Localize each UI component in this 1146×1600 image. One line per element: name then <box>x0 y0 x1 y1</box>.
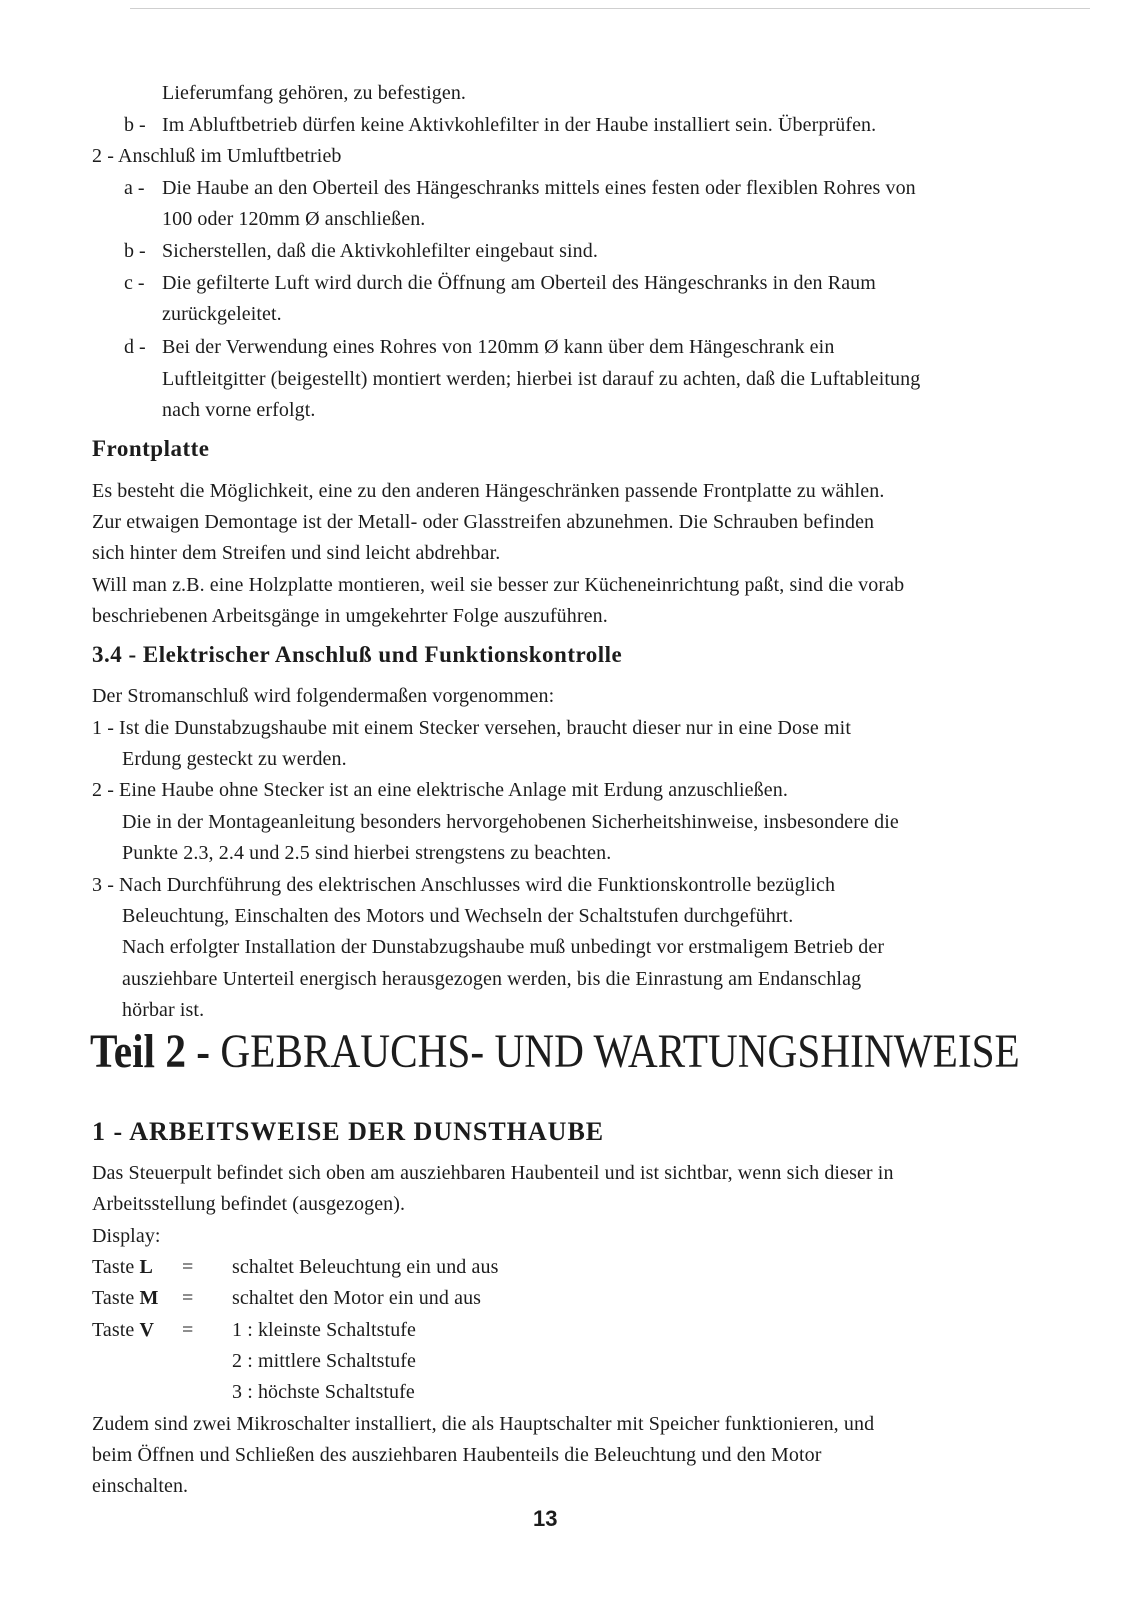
text-line: ausziehbare Unterteil energisch herausgezogen werden, bis die Einrastung am Endanschlag <box>122 968 862 990</box>
key-row <box>92 1285 159 1311</box>
list-item-heading: 2 - Anschluß im Umluftbetrieb <box>92 145 342 167</box>
text-line: Sicherstellen, daß die Aktivkohlefilter eingebaut sind. <box>162 240 598 262</box>
text-line: Bei der Verwendung eines Rohres von 120mm Ø kann über dem Hängeschrank ein <box>162 336 835 358</box>
level-line: 3 : höchste Schaltstufe <box>232 1381 415 1403</box>
text-line: Zur etwaigen Demontage ist der Metall- oder Glasstreifen abzunehmen. Die Schrauben befinden <box>92 511 875 533</box>
key-letter: M <box>139 1287 159 1309</box>
key-prefix: Taste <box>92 1319 135 1341</box>
key-letter: L <box>139 1256 153 1278</box>
text-line: Die in der Montageanleitung besonders hervorgehobenen Sicherheitshinweise, insbesondere die <box>122 811 899 833</box>
part-title <box>90 1024 1020 1080</box>
key-row <box>92 1254 153 1280</box>
text-line: Beleuchtung, Einschalten des Motors und Wechseln der Schaltstufen durchgeführt. <box>122 905 794 927</box>
text-line: Erdung gesteckt zu werden. <box>122 748 347 770</box>
section-heading-3-4: 3.4 - Elektrischer Anschluß und Funktionskontrolle <box>92 642 623 667</box>
text-line: Lieferumfang gehören, zu befestigen. <box>162 82 467 104</box>
text-line: hörbar ist. <box>122 999 205 1021</box>
list-marker: a - <box>124 177 145 199</box>
key-row <box>92 1317 154 1343</box>
text-line: Das Steuerpult befindet sich oben am ausziehbaren Haubenteil und ist sichtbar, wenn sich dieser in <box>92 1162 894 1184</box>
equals-sign: = <box>182 1287 194 1309</box>
text-line: Die Haube an den Oberteil des Hängeschranks mittels eines festen oder flexiblen Rohres von <box>162 177 916 199</box>
text-line: 1 - Ist die Dunstabzugshaube mit einem Stecker versehen, braucht dieser nur in eine Dose mit <box>92 717 851 739</box>
text-line: sich hinter dem Streifen und sind leicht abdrehbar. <box>92 542 501 564</box>
text-line: Luftleitgitter (beigestellt) montiert werden; hierbei ist darauf zu achten, daß die Luftableitung <box>162 368 921 390</box>
text-line: 100 oder 120mm Ø anschließen. <box>162 208 426 230</box>
text-line: zurückgeleitet. <box>162 303 282 325</box>
part-title-text: GEBRAUCHS- UND WARTUNGSHINWEISE <box>210 1025 1020 1078</box>
equals-sign: = <box>182 1319 194 1341</box>
equals-sign: = <box>182 1256 194 1278</box>
scan-edge-line <box>130 8 1090 9</box>
text-line: Der Stromanschluß wird folgendermaßen vorgenommen: <box>92 685 555 707</box>
part-title-number: Teil 2 - <box>90 1025 211 1078</box>
page-number: 13 <box>533 1506 558 1531</box>
list-marker: b - <box>124 240 146 262</box>
text-line: 2 - Eine Haube ohne Stecker ist an eine elektrische Anlage mit Erdung anzuschließen. <box>92 779 788 801</box>
text-line: Will man z.B. eine Holzplatte montieren, weil sie besser zur Kücheneinrichtung paßt, sind die vorab <box>92 574 905 596</box>
key-prefix: Taste <box>92 1256 135 1278</box>
list-marker: d - <box>124 336 146 358</box>
text-line: Die gefilterte Luft wird durch die Öffnung am Oberteil des Hängeschranks in den Raum <box>162 272 876 294</box>
text-line: Arbeitsstellung befindet (ausgezogen). <box>92 1193 406 1215</box>
text-line: beim Öffnen und Schließen des ausziehbaren Haubenteils die Beleuchtung und den Motor <box>92 1444 822 1466</box>
text-line: Display: <box>92 1225 161 1247</box>
level-line: 2 : mittlere Schaltstufe <box>232 1350 417 1372</box>
text-line: nach vorne erfolgt. <box>162 399 316 421</box>
key-description: 1 : kleinste Schaltstufe <box>232 1319 417 1341</box>
section-heading-frontplatte: Frontplatte <box>92 436 210 461</box>
list-marker: b - <box>124 114 146 136</box>
text-line: beschriebenen Arbeitsgänge in umgekehrter Folge auszuführen. <box>92 605 608 627</box>
text-line: Punkte 2.3, 2.4 und 2.5 sind hierbei strengstens zu beachten. <box>122 842 612 864</box>
section-heading-arbeitsweise: 1 - ARBEITSWEISE DER DUNSTHAUBE <box>92 1117 605 1146</box>
text-line: Es besteht die Möglichkeit, eine zu den anderen Hängeschränken passende Frontplatte zu wählen. <box>92 480 885 502</box>
key-prefix: Taste <box>92 1287 135 1309</box>
list-marker: c - <box>124 272 145 294</box>
key-description: schaltet Beleuchtung ein und aus <box>232 1256 499 1278</box>
key-description: schaltet den Motor ein und aus <box>232 1287 482 1309</box>
text-line: einschalten. <box>92 1475 189 1497</box>
text-line: 3 - Nach Durchführung des elektrischen Anschlusses wird die Funktionskontrolle bezüglich <box>92 874 836 896</box>
text-line: Nach erfolgter Installation der Dunstabzugshaube muß unbedingt vor erstmaligem Betrieb der <box>122 936 885 958</box>
text-line: Zudem sind zwei Mikroschalter installiert, die als Hauptschalter mit Speicher funktionieren, und <box>92 1413 875 1435</box>
text-line: Im Abluftbetrieb dürfen keine Aktivkohlefilter in der Haube installiert sein. Überprüfen. <box>162 114 877 136</box>
key-letter: V <box>139 1319 155 1341</box>
